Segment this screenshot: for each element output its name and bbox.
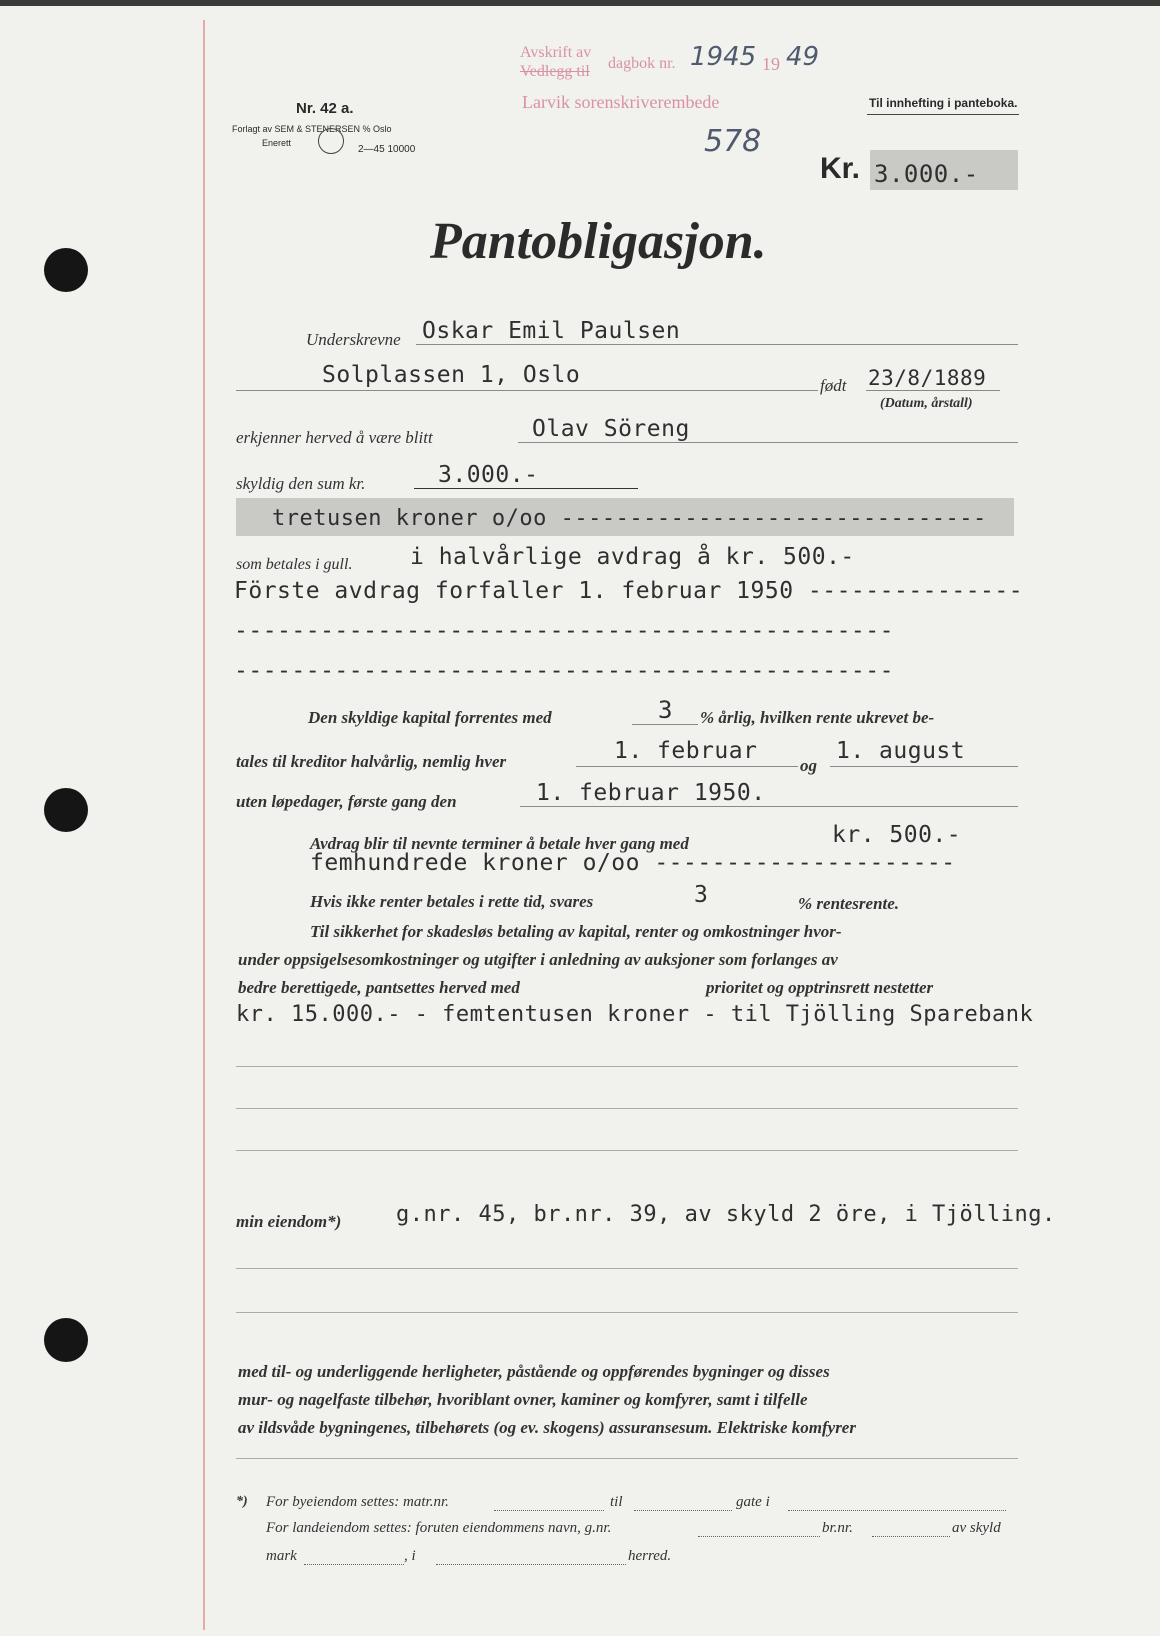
punch-hole <box>44 248 88 292</box>
stamp-dagbok: dagbok nr. <box>608 55 676 72</box>
closing-text: mur- og nagelfaste tilbehør, hvoriblant ovner, kaminer og komfyrer, samt i tilfelle <box>238 1390 808 1409</box>
footnote-text: For landeiendom settes: foruten eiendommens navn, g.nr. <box>266 1520 612 1536</box>
footnote-text: , i <box>404 1548 416 1564</box>
skyldig-label: skyldig den sum kr. <box>236 474 366 493</box>
security-text: bedre berettigede, pantsettes herved med <box>238 978 520 997</box>
closing-text: av ildsvåde bygningenes, tilbehørets (og ev. skogens) assuransesum. Elektriske komfyrer <box>238 1418 856 1437</box>
publisher-enerett: Enerett <box>262 138 292 148</box>
property-description: g.nr. 45, br.nr. 39, av skyld 2 öre, i Tjölling. <box>396 1202 1056 1227</box>
stamp-avskrift: Avskrift av <box>520 44 592 61</box>
dash-line: ---------------------------------------------- <box>234 658 894 684</box>
property-label: min eiendom*) <box>236 1212 342 1231</box>
footnote-text: til <box>610 1494 623 1510</box>
installment-words: femhundrede kroner o/oo --------------------- <box>310 850 956 876</box>
publisher-line: Forlagt av SEM & STENERSEN % Oslo <box>232 124 392 134</box>
fodt-label: født <box>820 376 847 395</box>
dotted-line <box>788 1510 1006 1511</box>
underskrevne-label: Underskrevne <box>306 330 401 349</box>
security-text: prioritet og opptrinsrett nestetter <box>706 978 934 997</box>
footnote-text: herred. <box>628 1548 672 1564</box>
year-suffix: 49 <box>786 42 820 72</box>
blank-line <box>236 1108 1018 1109</box>
top-right-label: Til innhefting i panteboka. <box>869 96 1018 110</box>
handwritten-reference: 578 <box>704 124 762 159</box>
interest-text: uten løpedager, første gang den <box>236 792 457 811</box>
footnote-text: br.nr. <box>822 1520 853 1536</box>
scan-edge <box>0 0 1160 6</box>
dotted-line <box>494 1510 604 1511</box>
interest-text: % rentesrente. <box>798 894 900 913</box>
birth-date-line <box>866 390 1000 391</box>
footnote-mark: *) <box>236 1494 248 1509</box>
margin-line <box>203 20 205 1630</box>
stamp-office: Larvik sorenskriverembede <box>522 92 720 112</box>
name-line <box>416 344 1018 345</box>
betales-label: som betales i gull. <box>236 556 353 573</box>
blank-line <box>236 1150 1018 1151</box>
amount-label: Kr. <box>820 152 861 185</box>
dotted-line <box>698 1536 820 1537</box>
page-title: Pantobligasjon. <box>430 213 767 270</box>
erkjenner-label: erkjenner herved å være blitt <box>236 428 433 447</box>
creditor-name: Olav Söreng <box>532 416 690 442</box>
payment-date-1-line <box>576 766 798 767</box>
creditor-line <box>518 442 1018 443</box>
payment-date-2: 1. august <box>836 738 966 764</box>
publisher-logo <box>318 128 344 154</box>
og-label: og <box>800 756 817 775</box>
installment-amount: kr. 500.- <box>832 822 962 848</box>
dotted-line <box>304 1564 404 1565</box>
debtor-name: Oskar Emil Paulsen <box>422 318 681 344</box>
date-hint: (Datum, årstall) <box>880 396 973 411</box>
closing-text: med til- og underliggende herligheter, påstående og oppførendes bygninger og disses <box>238 1362 830 1381</box>
dash-line: ---------------------------------------------- <box>234 618 894 644</box>
footnote-text: mark <box>266 1548 297 1564</box>
payment-date-1: 1. februar <box>614 738 758 764</box>
dotted-line <box>436 1564 626 1565</box>
first-installment: Förste avdrag forfaller 1. februar 1950 --------------- <box>234 578 1024 604</box>
birth-date: 23/8/1889 <box>868 366 987 390</box>
security-text: under oppsigelsesomkostninger og utgifter i anledning av auksjoner som forlanges av <box>238 950 838 969</box>
debtor-address: Solplassen 1, Oslo <box>322 362 581 388</box>
first-interest-date: 1. februar 1950. <box>536 780 766 806</box>
dotted-line <box>872 1536 950 1537</box>
penalty-rate: 3 <box>694 882 709 908</box>
sum-line <box>414 488 638 489</box>
interest-text: Hvis ikke renter betales i rette tid, svares <box>310 892 594 911</box>
dotted-line <box>634 1510 732 1511</box>
blank-line <box>236 1458 1018 1459</box>
footnote-text: For byeiendom settes: matr.nr. <box>266 1494 449 1510</box>
security-text: Til sikkerhet for skadesløs betaling av kapital, renter og omkostninger hvor- <box>310 922 842 941</box>
interest-text: tales til kreditor halvårlig, nemlig hver <box>236 752 507 771</box>
punch-hole <box>44 1318 88 1362</box>
sum-in-words: tretusen kroner o/oo ------------------------------- <box>272 506 987 531</box>
blank-line <box>236 1312 1018 1313</box>
form-number: Nr. 42 a. <box>296 100 354 117</box>
stamp-vedlegg: Vedlegg til <box>520 63 590 80</box>
dagbok-number: 1945 <box>690 42 757 72</box>
top-right-underline <box>867 114 1019 115</box>
blank-line <box>236 1268 1018 1269</box>
interest-rate: 3 <box>658 696 673 724</box>
payment-terms: i halvårlige avdrag å kr. 500.- <box>410 544 855 570</box>
address-line <box>236 390 818 391</box>
footnote-text: av skyld <box>952 1520 1001 1536</box>
publisher-code: 2—45 10000 <box>358 144 416 155</box>
interest-text: Den skyldige kapital forrentes med <box>308 708 552 727</box>
stamp-year-prefix: 19 <box>762 54 780 74</box>
punch-hole <box>44 788 88 832</box>
sum-value: 3.000.- <box>438 462 539 488</box>
first-interest-date-line <box>520 806 1018 807</box>
amount-value: 3.000.- <box>874 160 979 188</box>
payment-date-2-line <box>830 766 1018 767</box>
blank-line <box>236 1066 1018 1067</box>
interest-text: % årlig, hvilken rente ukrevet be- <box>700 708 935 727</box>
footnote-text: gate i <box>736 1494 770 1510</box>
prior-lien: kr. 15.000.- - femtentusen kroner - til Tjölling Sparebank <box>236 1002 1034 1027</box>
interest-rate-line <box>632 724 698 725</box>
interest-text: Avdrag blir til nevnte terminer å betale hver gang med <box>310 834 689 853</box>
